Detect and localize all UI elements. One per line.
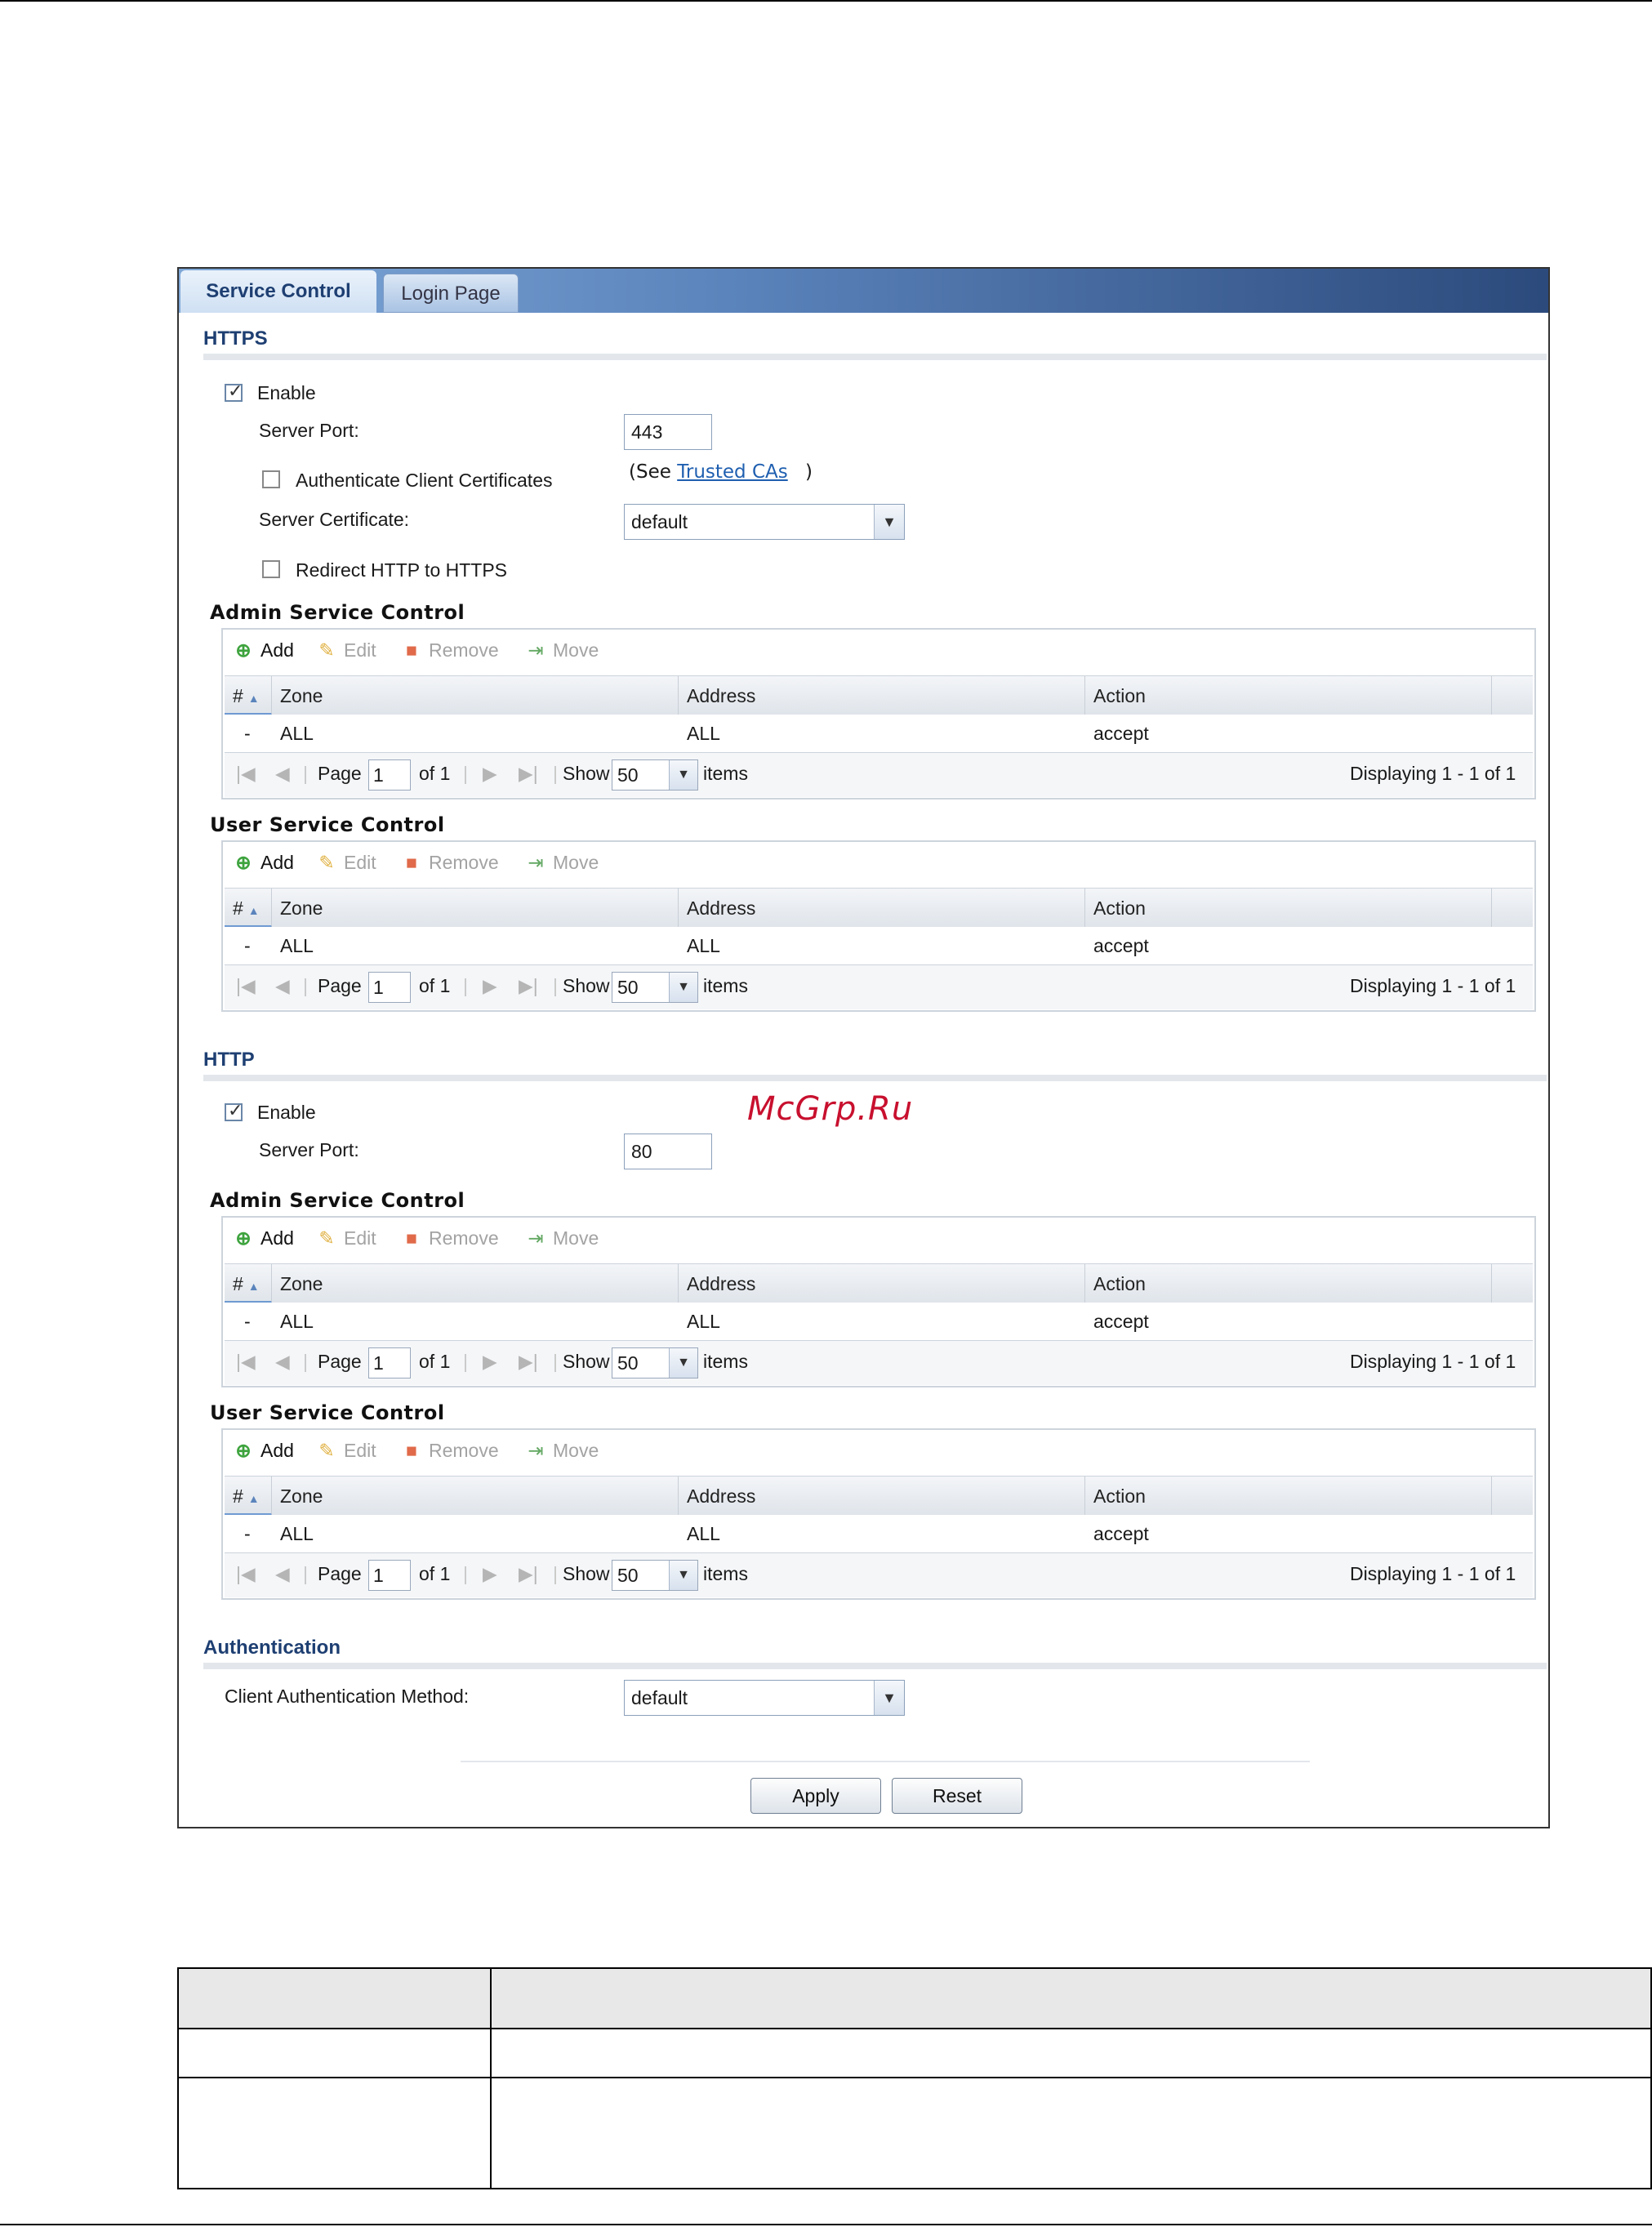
move-button[interactable]: ⇥ Move [525,1227,599,1249]
trusted-cas-note [629,461,813,483]
move-icon: ⇥ [528,1227,544,1249]
redirect-https-label: Redirect HTTP to HTTPS [296,559,508,581]
http-enable-checkbox[interactable] [225,1103,243,1121]
button-divider [461,1761,1310,1762]
cell-number: - [244,1523,251,1544]
page-label: Page [318,975,362,996]
top-rule [0,0,1652,2]
col-address[interactable]: Address [679,676,1085,715]
reset-button[interactable]: Reset [892,1778,1022,1814]
displaying-count: Displaying 1 - 1 of 1 [1350,763,1516,784]
chevron-down-icon[interactable]: ▼ [669,760,697,790]
next-page-icon[interactable]: ▶ [483,975,497,996]
authentication-section-title: Authentication [203,1637,341,1659]
pager-separator: | [463,975,468,996]
http-section-divider [203,1075,1547,1081]
redirect-https-checkbox[interactable] [262,560,280,578]
tab-service-control[interactable]: Service Control [180,270,376,313]
col-address[interactable]: Address [679,1264,1085,1303]
last-page-icon[interactable]: ▶| [519,763,538,784]
trusted-cas-link[interactable]: Trusted CAs [677,461,788,483]
edit-icon: ✎ [318,639,335,661]
items-label: items [703,975,748,996]
cell-address: ALL [687,1311,720,1332]
cell-address: ALL [687,1523,720,1544]
col-zone[interactable]: Zone [272,1264,679,1303]
https-server-port-input[interactable]: 443 [624,414,712,450]
http-user-service-title: User Service Control [210,1401,445,1424]
edit-icon: ✎ [318,1440,335,1461]
client-auth-method-label: Client Authentication Method: [225,1686,470,1707]
http-section-title: HTTP [203,1049,255,1071]
cell-action: accept [1093,1311,1149,1332]
edit-button[interactable]: ✎ Edit [316,1440,376,1462]
http-enable-label: Enable [257,1102,316,1123]
col-number[interactable]: # ▲ [225,889,272,928]
add-icon: ⊕ [235,1227,252,1249]
next-page-icon[interactable]: ▶ [483,763,497,784]
page-label: Page [318,1351,362,1372]
tab-login-page[interactable]: Login Page [383,274,519,313]
col-address[interactable]: Address [679,1477,1085,1516]
grid-toolbar [223,1218,1534,1263]
pager-separator: | [553,763,558,784]
see-prefix: (See [629,461,671,483]
table-row[interactable] [225,1515,1533,1552]
page-of-label: of 1 [419,1563,451,1584]
show-label: Show [563,1563,610,1584]
move-button[interactable]: ⇥ Move [525,639,599,661]
authentication-section-divider [203,1663,1547,1669]
page-of-label: of 1 [419,1351,451,1372]
chevron-down-icon[interactable]: ▼ [874,505,904,539]
page-number-input[interactable]: 1 [368,759,411,791]
page-number-input[interactable]: 1 [368,1560,411,1591]
table-row[interactable] [225,715,1533,752]
pager-separator: | [303,1351,308,1372]
description-table [177,1967,1652,2189]
chevron-down-icon[interactable]: ▼ [669,1348,697,1378]
grid-toolbar [223,842,1534,888]
cell-zone: ALL [280,935,314,956]
cell-zone: ALL [280,1311,314,1332]
add-icon: ⊕ [235,852,252,873]
https-admin-service-title: Admin Service Control [210,601,465,624]
col-action[interactable]: Action [1085,1264,1492,1303]
remove-button[interactable]: ■ Remove [401,639,499,661]
pager-separator: | [303,763,308,784]
add-icon: ⊕ [235,639,252,661]
col-zone[interactable]: Zone [272,889,679,928]
cell-action: accept [1093,935,1149,956]
cell-number: - [244,935,251,956]
displaying-count: Displaying 1 - 1 of 1 [1350,975,1516,996]
cell-address: ALL [687,723,720,744]
items-label: items [703,1563,748,1584]
col-zone[interactable]: Zone [272,676,679,715]
show-label: Show [563,975,610,996]
client-auth-method-value: default [631,1687,688,1708]
move-button[interactable]: ⇥ Move [525,852,599,874]
move-icon: ⇥ [528,639,544,661]
edit-button[interactable]: ✎ Edit [316,1227,376,1249]
table-row[interactable] [225,1303,1533,1340]
https-user-service-grid [221,840,1536,1012]
show-label: Show [563,1351,610,1372]
grid-pager [225,1340,1533,1385]
add-button[interactable]: ⊕ Add [233,852,294,874]
chevron-down-icon[interactable]: ▼ [874,1681,904,1715]
trash-icon: ■ [406,1227,417,1249]
cell-action: accept [1093,1523,1149,1544]
prev-page-icon[interactable]: ◀ [275,1351,290,1372]
pager-separator: | [463,763,468,784]
col-address[interactable]: Address [679,889,1085,928]
prev-page-icon[interactable]: ◀ [275,1563,290,1584]
edit-button[interactable]: ✎ Edit [316,852,376,874]
description-table-column-divider [490,1969,492,2188]
trash-icon: ■ [406,1440,417,1461]
edit-button[interactable]: ✎ Edit [316,639,376,661]
show-label: Show [563,763,610,784]
grid-pager [225,752,1533,797]
client-auth-method-select[interactable] [624,1680,905,1716]
remove-button[interactable]: ■ Remove [401,1440,499,1462]
col-number[interactable]: # ▲ [225,676,272,715]
add-button[interactable]: ⊕ Add [233,639,294,661]
cell-number: - [244,723,251,744]
grid-pager [225,1552,1533,1597]
cell-number: - [244,1311,251,1332]
sort-up-icon: ▲ [247,904,260,917]
pager-separator: | [303,975,308,996]
remove-button[interactable]: ■ Remove [401,852,499,874]
https-enable-checkbox[interactable] [225,384,243,402]
page-number-input[interactable]: 1 [368,1347,411,1379]
col-zone[interactable]: Zone [272,1477,679,1516]
displaying-count: Displaying 1 - 1 of 1 [1350,1563,1516,1584]
https-server-port-label: Server Port: [259,420,359,441]
https-user-service-title: User Service Control [210,813,445,836]
move-button[interactable]: ⇥ Move [525,1440,599,1462]
https-admin-service-grid [221,628,1536,799]
page-label: Page [318,1563,362,1584]
trash-icon: ■ [406,639,417,661]
server-certificate-value: default [631,511,688,532]
items-label: items [703,1351,748,1372]
page-of-label: of 1 [419,763,451,784]
table-row[interactable] [225,927,1533,964]
apply-button[interactable]: Apply [750,1778,881,1814]
http-server-port-input[interactable]: 80 [624,1134,712,1169]
first-page-icon[interactable]: |◀ [236,763,256,784]
grid-toolbar [223,630,1534,675]
server-certificate-select[interactable] [624,504,905,540]
last-page-icon[interactable]: ▶| [519,975,538,996]
move-icon: ⇥ [528,852,544,873]
next-page-icon[interactable]: ▶ [483,1351,497,1372]
add-button[interactable]: ⊕ Add [233,1440,294,1462]
col-action[interactable]: Action [1085,676,1492,715]
trash-icon: ■ [406,852,417,873]
chevron-down-icon[interactable]: ▼ [669,973,697,1002]
https-section-divider [203,354,1547,360]
last-page-icon[interactable]: ▶| [519,1351,538,1372]
pager-separator: | [553,1351,558,1372]
cell-address: ALL [687,935,720,956]
items-label: items [703,763,748,784]
sort-up-icon: ▲ [247,692,260,705]
service-control-panel [177,267,1550,1828]
http-server-port-label: Server Port: [259,1139,359,1160]
page-size-select[interactable]: 50 ▼ [612,759,698,791]
page-size-select[interactable]: 50 ▼ [612,1347,698,1379]
cell-zone: ALL [280,1523,314,1544]
see-suffix: ) [805,461,813,483]
edit-icon: ✎ [318,852,335,873]
last-page-icon[interactable]: ▶| [519,1563,538,1584]
col-number[interactable]: # ▲ [225,1264,272,1303]
server-certificate-label: Server Certificate: [259,509,410,530]
prev-page-icon[interactable]: ◀ [275,763,290,784]
tab-bar [179,269,1548,313]
sort-up-icon: ▲ [247,1492,260,1505]
first-page-icon[interactable]: |◀ [236,1563,256,1584]
move-icon: ⇥ [528,1440,544,1461]
pager-separator: | [463,1563,468,1584]
description-table-row [179,2028,1650,2078]
bottom-rule [0,2224,1652,2225]
grid-header [225,1476,1533,1517]
description-table-header [179,1969,1650,2029]
remove-button[interactable]: ■ Remove [401,1227,499,1249]
grid-toolbar [223,1430,1534,1476]
displaying-count: Displaying 1 - 1 of 1 [1350,1351,1516,1372]
page-label: Page [318,763,362,784]
authenticate-client-checkbox[interactable] [262,470,280,488]
grid-header [225,675,1533,716]
http-user-service-grid [221,1428,1536,1600]
page-number-input[interactable]: 1 [368,972,411,1003]
https-enable-label: Enable [257,382,316,403]
grid-header [225,1263,1533,1304]
prev-page-icon[interactable]: ◀ [275,975,290,996]
add-button[interactable]: ⊕ Add [233,1227,294,1249]
col-action[interactable]: Action [1085,889,1492,928]
add-icon: ⊕ [235,1440,252,1461]
edit-icon: ✎ [318,1227,335,1249]
sort-up-icon: ▲ [247,1280,260,1293]
authenticate-client-label: Authenticate Client Certificates [296,470,553,491]
pager-separator: | [553,1563,558,1584]
pager-separator: | [463,1351,468,1372]
http-admin-service-title: Admin Service Control [210,1189,465,1212]
grid-pager [225,964,1533,1009]
chevron-down-icon[interactable]: ▼ [669,1561,697,1590]
first-page-icon[interactable]: |◀ [236,1351,256,1372]
cell-action: accept [1093,723,1149,744]
first-page-icon[interactable]: |◀ [236,975,256,996]
page-size-select[interactable]: 50 ▼ [612,1560,698,1591]
https-section-title: HTTPS [203,327,268,350]
grid-header [225,888,1533,929]
page-size-select[interactable]: 50 ▼ [612,972,698,1003]
col-number[interactable]: # ▲ [225,1477,272,1516]
watermark-text: McGrp.Ru [747,1090,914,1128]
cell-zone: ALL [280,723,314,744]
http-admin-service-grid [221,1216,1536,1387]
col-action[interactable]: Action [1085,1477,1492,1516]
pager-separator: | [553,975,558,996]
page-of-label: of 1 [419,975,451,996]
next-page-icon[interactable]: ▶ [483,1563,497,1584]
pager-separator: | [303,1563,308,1584]
